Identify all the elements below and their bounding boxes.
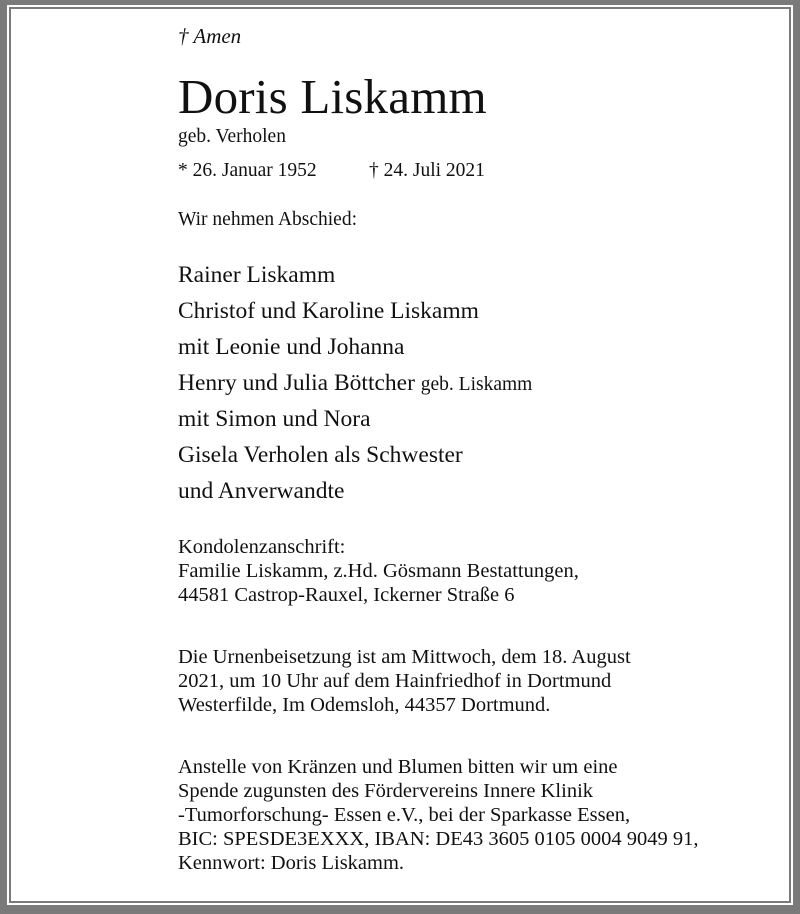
maiden-name: geb. Verholen	[178, 126, 286, 147]
condolence-line: 44581 Castrop-Rauxel, Ickerner Straße 6	[178, 584, 515, 606]
burial-line: Die Urnenbeisetzung ist am Mittwoch, dem 18. August	[178, 646, 631, 668]
donation-line: BIC: SPESDE3EXXX, IBAN: DE43 3605 0105 0004 9049 91,	[178, 828, 699, 850]
death-date: † 24. Juli 2021	[369, 160, 485, 181]
deceased-name: Doris Liskamm	[178, 69, 487, 124]
burial-line: Westerfilde, Im Odemsloh, 44357 Dortmund.	[178, 694, 551, 716]
farewell-intro: Wir nehmen Abschied:	[178, 209, 358, 230]
donation-line: Spende zugunsten des Fördervereins Innere Klinik	[178, 780, 594, 802]
mourner-line: mit Simon und Nora	[178, 406, 371, 432]
prayer-line: † Amen	[178, 24, 242, 48]
mourner-line: Rainer Liskamm	[178, 262, 336, 288]
mourner-note: geb. Liskamm	[420, 374, 533, 395]
condolence-label: Kondolenzanschrift:	[178, 536, 346, 558]
mourner-line	[178, 370, 532, 397]
mourner-line: Gisela Verholen als Schwester	[178, 442, 463, 468]
donation-line: Anstelle von Kränzen und Blumen bitten wir um eine	[178, 756, 618, 778]
birth-date: * 26. Januar 1952	[178, 160, 317, 181]
donation-line: -Tumorforschung- Essen e.V., bei der Sparkasse Essen,	[178, 804, 631, 826]
mourner-line: Christof und Karoline Liskamm	[178, 298, 479, 324]
mourner-line: mit Leonie und Johanna	[178, 334, 405, 360]
mourner-line: und Anverwandte	[178, 478, 345, 504]
burial-line: 2021, um 10 Uhr auf dem Hainfriedhof in Dortmund	[178, 670, 612, 692]
mourner-name: Henry und Julia Böttcher	[178, 370, 415, 396]
condolence-line: Familie Liskamm, z.Hd. Gösmann Bestattungen,	[178, 560, 579, 582]
life-dates	[178, 160, 578, 182]
donation-line: Kennwort: Doris Liskamm.	[178, 852, 405, 874]
